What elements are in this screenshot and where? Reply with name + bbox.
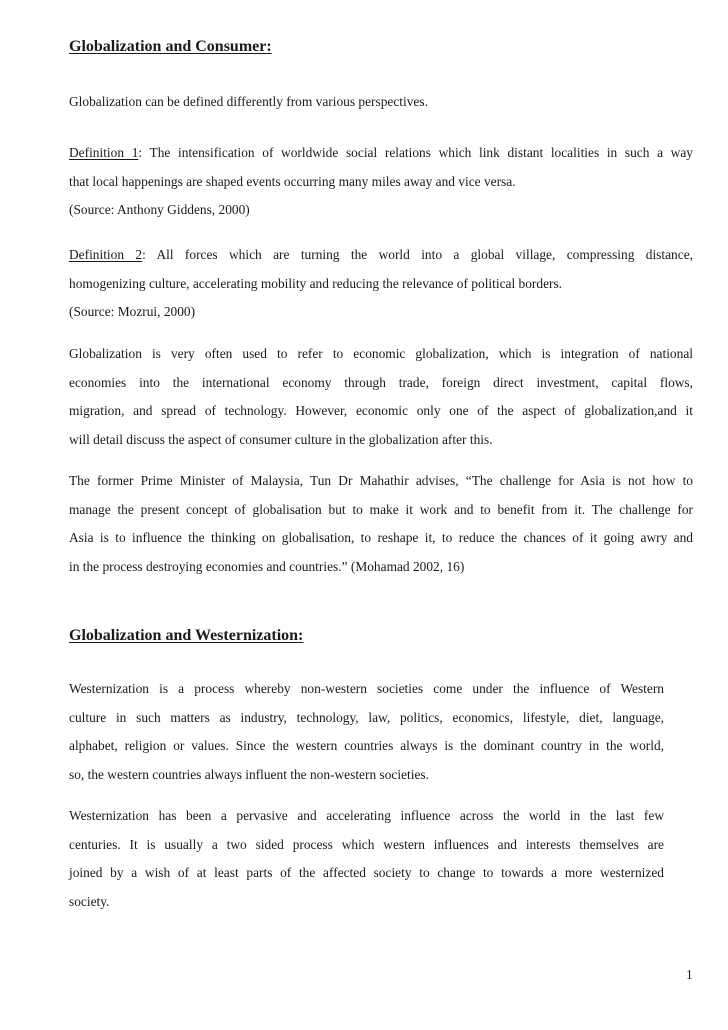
definition-2-label: Definition 2: [69, 247, 143, 262]
page-number: 1: [686, 967, 693, 982]
paragraph-line: Westernization has been a pervasive and accelerating influence across the world in the last few: [69, 808, 664, 823]
paragraph-line: joined by a wish of at least parts of the affected society to change to towards a more westernized: [69, 865, 664, 881]
intro-paragraph: [69, 88, 693, 117]
paragraph-line: will detail discuss the aspect of consumer culture in the globalization after this.: [69, 432, 493, 448]
paragraph-line: Asia is to influence the thinking on globalisation, to reshape it, to reduce the chances of it going awry and: [69, 530, 693, 546]
westernization-paragraph-1: [69, 675, 664, 790]
paragraph-line: culture in such matters as industry, technology, law, politics, economics, lifestyle, diet, language,: [69, 709, 664, 725]
intro-text: Globalization can be defined differently from various perspectives.: [69, 94, 428, 109]
paragraph-line: society.: [69, 894, 110, 910]
paragraph-line: migration, and spread of technology. However, economic only one of the aspect of globalization,and it: [69, 403, 693, 419]
definition-1-source: (Source: Anthony Giddens, 2000): [69, 202, 250, 218]
section-heading-globalization-westernization: Globalization and Westernization:: [69, 627, 304, 644]
paragraph-line: Globalization is very often used to refer to economic globalization, which is integration of national: [69, 346, 693, 361]
definition-2-text: : All forces which are turning the world into a global village, compressing distance,: [142, 247, 693, 262]
definition-1-paragraph: [69, 139, 693, 225]
economic-globalization-paragraph: [69, 340, 693, 455]
definition-2-paragraph: [69, 241, 693, 327]
paragraph-line: in the process destroying economies and countries.” (Mohamad 2002, 16): [69, 559, 465, 575]
definition-2-line-2: homogenizing culture, accelerating mobility and reducing the relevance of political borders.: [69, 275, 563, 291]
definition-1-text: : The intensification of worldwide social relations which link distant localities in such a way: [138, 145, 693, 160]
document-page: [69, 0, 693, 1030]
section-heading-globalization-consumer: Globalization and Consumer:: [69, 38, 272, 55]
paragraph-line: manage the present concept of globalisation but to make it work and to benefit from it. The challenge for: [69, 501, 693, 517]
paragraph-line: so, the western countries always influent the non-western societies.: [69, 767, 429, 783]
mahathir-quote-paragraph: [69, 467, 693, 582]
definition-2-line-1: [69, 241, 693, 270]
definition-1-line-2: that local happenings are shaped events occurring many miles away and vice versa.: [69, 173, 516, 189]
definition-1-line-1: [69, 139, 693, 168]
paragraph-line: Westernization is a process whereby non-western societies come under the influence of Western: [69, 681, 664, 696]
definition-2-source: (Source: Mozrui, 2000): [69, 304, 196, 320]
paragraph-line: The former Prime Minister of Malaysia, Tun Dr Mahathir advises, “The challenge for Asia is not how to: [69, 473, 693, 488]
paragraph-line: economies into the international economy through trade, foreign direct investment, capital flows,: [69, 374, 693, 390]
paragraph-line: alphabet, religion or values. Since the western countries always is the dominant country in the world,: [69, 738, 664, 754]
definition-1-label: Definition 1: [69, 145, 139, 160]
westernization-paragraph-2: [69, 802, 664, 917]
paragraph-line: centuries. It is usually a two sided process which western influences and interests themselves are: [69, 836, 664, 852]
